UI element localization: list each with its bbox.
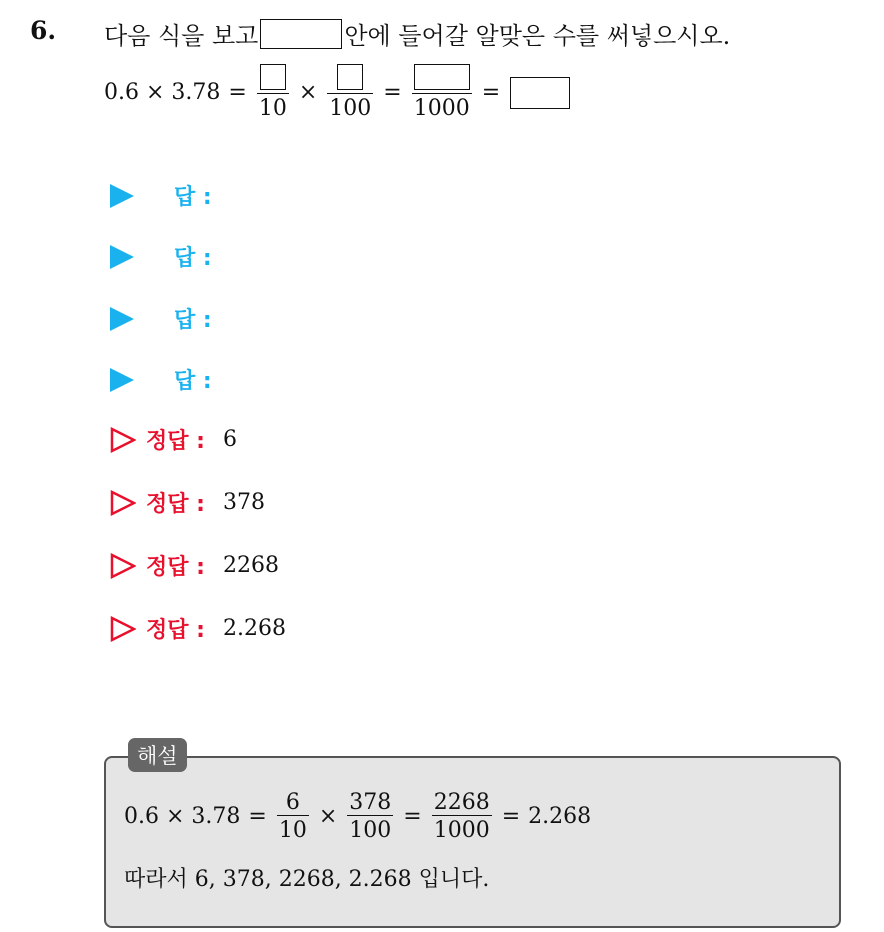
answer-key-row — [110, 613, 286, 644]
prompt-text-after: 안에 들어갈 알맞은 수를 써넣으시오. — [344, 22, 731, 50]
solution-numerator-3: 2268 — [433, 790, 490, 815]
answer-key-row — [110, 487, 265, 518]
equals-sign: = — [248, 804, 267, 829]
answer-key-row — [110, 550, 279, 581]
blank-numerator-3 — [414, 64, 470, 90]
equals-sign: = — [481, 80, 501, 105]
answer-key-value: 2268 — [222, 553, 279, 578]
fraction-2 — [327, 64, 373, 121]
denominator-1: 10 — [258, 96, 287, 121]
problem-equation — [104, 64, 570, 121]
answer-key-label: 정답 : — [146, 429, 205, 454]
equals-sign: = — [383, 80, 402, 105]
outline-triangle-icon — [110, 553, 136, 579]
solution-lhs: 0.6 × 3.78 — [124, 804, 241, 829]
prompt-blank-box — [260, 19, 342, 49]
prompt-text-before: 다음 식을 보고 — [104, 22, 259, 50]
solution-fraction-1 — [277, 790, 309, 843]
question-prompt — [104, 16, 730, 51]
answer-key-row — [110, 424, 237, 455]
play-triangle-icon — [110, 368, 134, 392]
answer-key-value: 6 — [222, 427, 237, 452]
answer-label: 답 : — [174, 369, 212, 394]
answer-row — [110, 364, 212, 395]
blank-result-box — [510, 77, 570, 109]
solution-denominator-1: 10 — [278, 818, 307, 843]
answer-row — [110, 180, 212, 211]
question-number: 6. — [30, 16, 57, 45]
outline-triangle-icon — [110, 616, 136, 642]
solution-tab: 해설 — [128, 738, 187, 772]
play-triangle-icon — [110, 307, 134, 331]
answer-row — [110, 303, 212, 334]
answer-label: 답 : — [174, 185, 212, 210]
answer-key-label: 정답 : — [146, 618, 205, 643]
equals-sign: = — [501, 804, 521, 829]
outline-triangle-icon — [110, 427, 136, 453]
denominator-2: 100 — [329, 96, 372, 121]
outline-triangle-icon — [110, 490, 136, 516]
solution-equation — [124, 790, 591, 843]
solution-fraction-2 — [347, 790, 393, 843]
answer-key-label: 정답 : — [146, 492, 205, 517]
answer-label: 답 : — [174, 308, 212, 333]
solution-denominator-3: 1000 — [433, 818, 490, 843]
equals-sign: = — [228, 80, 247, 105]
solution-denominator-2: 100 — [349, 818, 392, 843]
denominator-3: 1000 — [413, 96, 470, 121]
equation-lhs: 0.6 × 3.78 — [104, 80, 221, 105]
equals-sign: = — [403, 804, 422, 829]
solution-result: 2.268 — [528, 804, 592, 829]
solution-fraction-3 — [432, 790, 492, 843]
fraction-1 — [257, 64, 289, 121]
answer-key-value: 2.268 — [222, 616, 286, 641]
solution-conclusion: 따라서 6, 378, 2268, 2.268 입니다. — [124, 867, 490, 892]
times-sign: × — [318, 804, 338, 829]
play-triangle-icon — [110, 184, 134, 208]
blank-numerator-1 — [260, 64, 286, 90]
fraction-3 — [412, 64, 472, 121]
times-sign: × — [298, 80, 318, 105]
answer-key-label: 정답 : — [146, 555, 205, 580]
blank-numerator-2 — [337, 64, 363, 90]
answer-row — [110, 241, 212, 272]
solution-numerator-2: 378 — [349, 790, 392, 815]
answer-key-value: 378 — [222, 490, 265, 515]
answer-label: 답 : — [174, 246, 212, 271]
play-triangle-icon — [110, 245, 134, 269]
solution-numerator-1: 6 — [285, 790, 300, 815]
